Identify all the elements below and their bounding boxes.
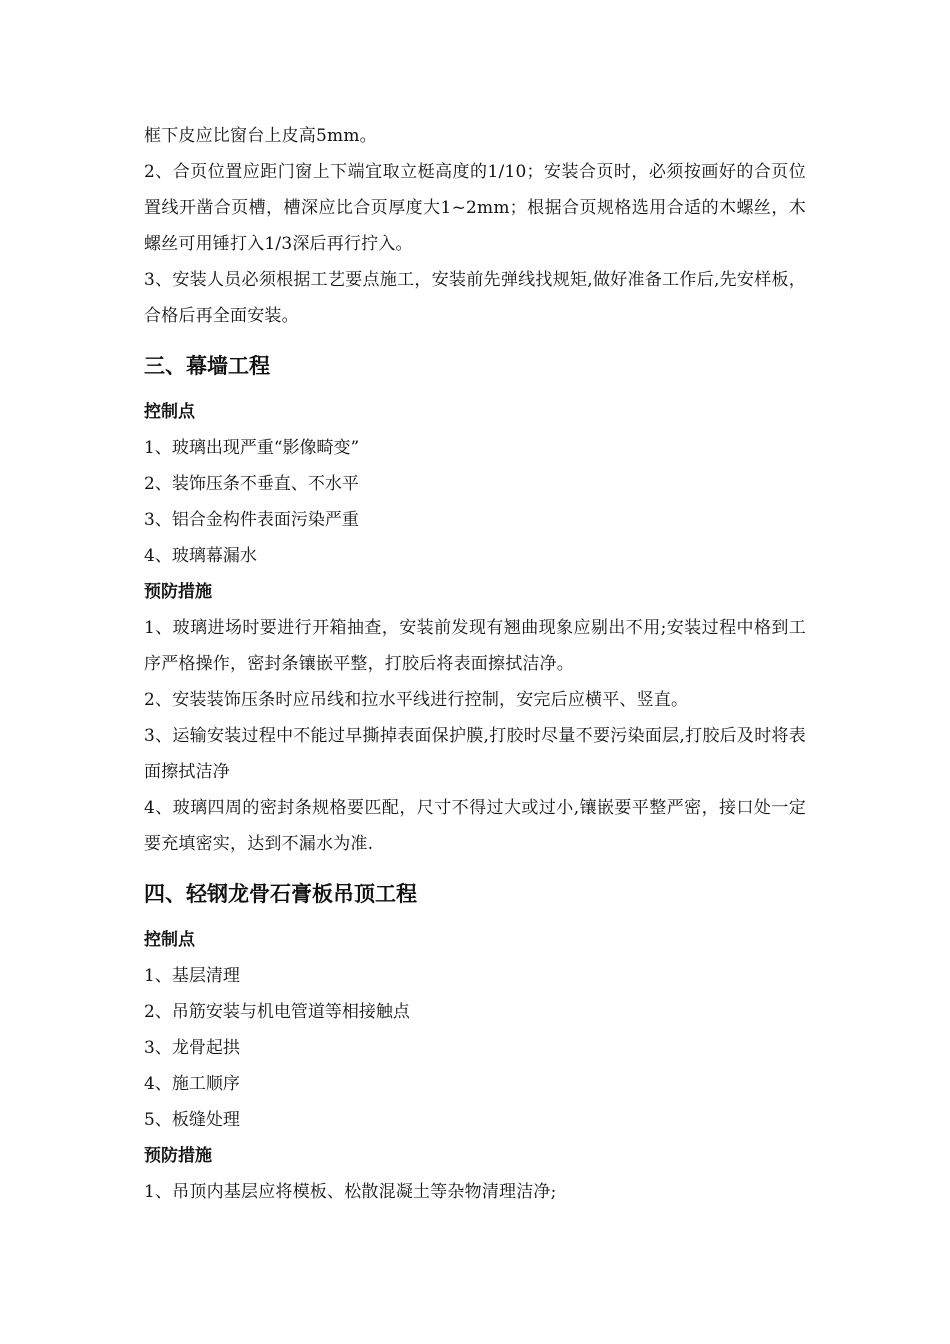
intro-paragraph: 框下皮应比窗台上皮高5mm。 <box>144 126 377 146</box>
document-page <box>144 118 806 1210</box>
control-point-item: 2、吊筋安装与机电管道等相接触点 <box>144 1002 410 1022</box>
prevention-item: 3、运输安装过程中不能过早撕掉表面保护膜,打胶时尽量不要污染面层,打胶后及时将表面擦拭洁净 <box>144 726 806 782</box>
control-point-item: 2、装饰压条不垂直、不水平 <box>144 474 359 494</box>
prevention-heading: 预防措施 <box>144 582 212 602</box>
prevention-heading: 预防措施 <box>144 1146 212 1166</box>
prevention-item: 1、吊顶内基层应将模板、松散混凝土等杂物清理洁净; <box>144 1182 557 1202</box>
control-point-item: 3、龙骨起拱 <box>144 1038 240 1058</box>
prevention-item: 4、玻璃四周的密封条规格要匹配，尺寸不得过大或过小,镶嵌要平整严密，接口处一定要充填密实，达到不漏水为准. <box>144 798 806 854</box>
control-point-item: 4、玻璃幕漏水 <box>144 546 257 566</box>
control-point-item: 1、玻璃出现严重“影像畸变” <box>144 438 360 458</box>
section-title-ceiling: 四、轻钢龙骨石膏板吊顶工程 <box>144 882 417 906</box>
section-title-curtain-wall: 三、幕墙工程 <box>144 354 270 378</box>
control-points-heading: 控制点 <box>144 930 195 950</box>
intro-paragraph: 2、合页位置应距门窗上下端宜取立梃高度的1/10；安装合页时，必须按画好的合页位置线开凿合页槽，槽深应比合页厚度大1~2mm；根据合页规格选用合适的木螺丝，木螺丝可用锤打入1/3深后再行拧入。 <box>144 162 806 254</box>
prevention-item: 2、安装装饰压条时应吊线和拉水平线进行控制，安完后应横平、竖直。 <box>144 690 689 710</box>
control-point-item: 5、板缝处理 <box>144 1110 240 1130</box>
control-point-item: 4、施工顺序 <box>144 1074 240 1094</box>
control-points-heading: 控制点 <box>144 402 195 422</box>
control-point-item: 1、基层清理 <box>144 966 240 986</box>
prevention-item: 1、玻璃进场时要进行开箱抽查，安装前发现有翘曲现象应剔出不用;安装过程中格到工序严格操作，密封条镶嵌平整，打胶后将表面擦拭洁净。 <box>144 618 806 674</box>
control-point-item: 3、铝合金构件表面污染严重 <box>144 510 359 530</box>
intro-paragraph: 3、安装人员必须根据工艺要点施工，安装前先弹线找规矩,做好准备工作后,先安样板，合格后再全面安装。 <box>144 270 806 326</box>
